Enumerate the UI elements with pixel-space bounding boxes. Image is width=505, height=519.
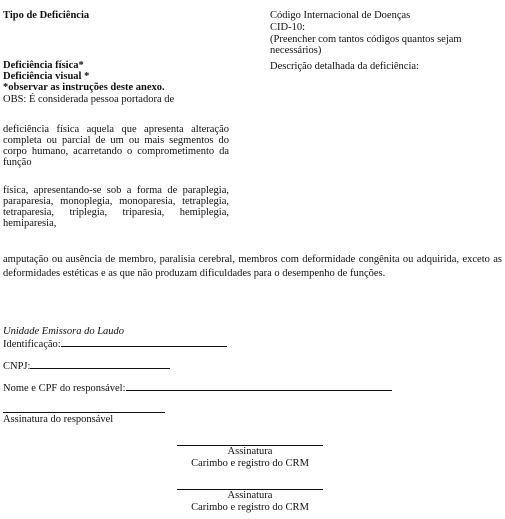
unidade-emissora-title: Unidade Emissora do Laudo — [3, 326, 125, 337]
identificacao-label: Identificação: — [3, 339, 61, 350]
identificacao-field[interactable] — [61, 337, 227, 347]
observar-instrucoes: *observar as instruções deste anexo. — [3, 82, 165, 93]
crm-label-1: Carimbo e registro do CRM — [191, 458, 309, 469]
deficiencia-fisica-label: Deficiência física* — [3, 60, 84, 71]
cid-note: (Preencher com tantos códigos quantos sejam necessários) — [270, 34, 462, 56]
signature-line-1[interactable] — [177, 436, 323, 446]
crm-label-2: Carimbo e registro do CRM — [191, 502, 309, 513]
assinatura-responsavel-label: Assinatura do responsável — [3, 414, 114, 425]
deficiencia-visual-label: Deficiência visual * — [3, 71, 90, 82]
signature-label-2: Assinatura — [227, 490, 273, 501]
assinatura-responsavel-line[interactable] — [3, 403, 165, 413]
cnpj-field[interactable] — [30, 359, 170, 369]
nome-cpf-row — [3, 381, 392, 394]
cid-label: CID-10: — [270, 22, 305, 33]
cid-title: Código Internacional de Doenças — [270, 10, 411, 21]
identificacao-row — [3, 337, 227, 350]
signature-label-1: Assinatura — [227, 446, 273, 457]
paragraph-1: deficiência física aquela que apresenta alteração completa ou parcial de um ou mais segmentos do corpo humano, acarretando o comprometimento da função — [3, 124, 229, 168]
cnpj-label: CNPJ: — [3, 361, 31, 372]
tipo-deficiencia-heading: Tipo de Deficiência — [3, 10, 90, 21]
obs-line: OBS: É considerada pessoa portadora de — [3, 94, 175, 105]
paragraph-2: física, apresentando-se sob a forma de paraplegia, paraparesia, monoplegia, monoparesia, tetraplegia, tetraparesia, triplegia, triparesia, hemiplegia, hemiparesia, — [3, 185, 229, 229]
nome-cpf-label: Nome e CPF do responsável: — [3, 383, 126, 394]
nome-cpf-field[interactable] — [126, 381, 392, 391]
signature-line-2[interactable] — [177, 480, 323, 490]
descricao-label: Descrição detalhada da deficiência: — [270, 61, 419, 72]
cnpj-row — [3, 359, 170, 372]
paragraph-3: amputação ou ausência de membro, paralisia cerebral, membros com deformidade congênita ou adquirida, exceto as deformidades estéticas e as que não produzam dificuldades para o desempenho de funções. — [3, 254, 502, 279]
